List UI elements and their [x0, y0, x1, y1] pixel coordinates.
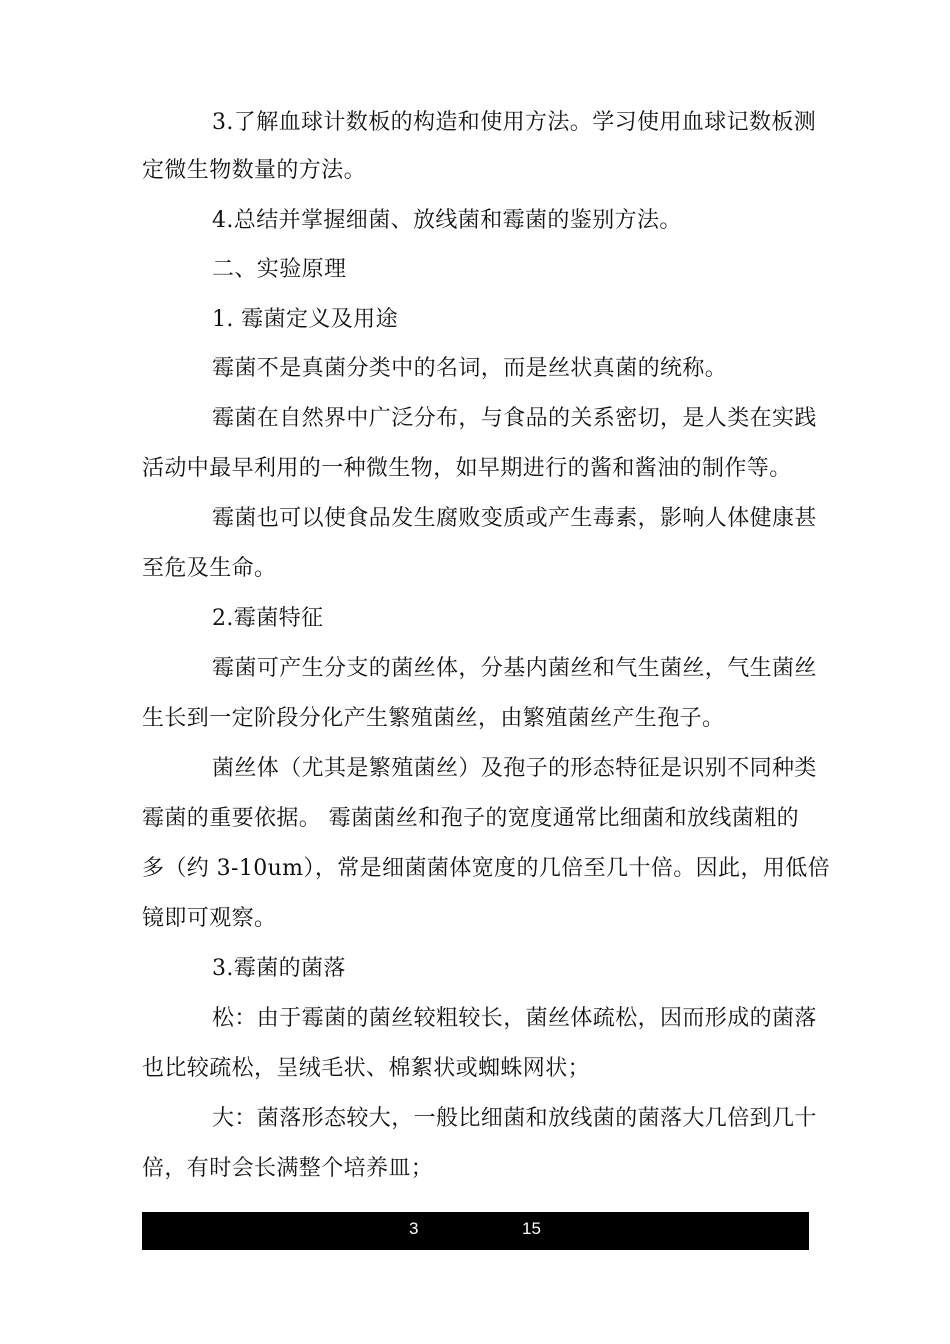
page-number: 3: [409, 1219, 419, 1238]
subsection-heading: 2.霉菌特征: [212, 606, 324, 631]
text-line: 倍，有时会长满整个培养皿；: [142, 1156, 434, 1181]
total-pages: 15: [522, 1219, 541, 1238]
text-line: 大：菌落形态较大，一般比细菌和放线菌的菌落大几倍到几十: [212, 1106, 817, 1131]
text-line: 定微生物数量的方法。: [142, 158, 367, 183]
text-line: 至危及生命。: [142, 556, 277, 581]
text-line: 3.了解血球计数板的构造和使用方法。学习使用血球记数板测: [212, 110, 817, 135]
text-line: 也比较疏松，呈绒毛状、棉絮状或蜘蛛网状；: [142, 1056, 591, 1081]
text-line: 霉菌的重要依据。 霉菌菌丝和孢子的宽度通常比细菌和放线菌粗的: [142, 806, 799, 831]
text-line: 霉菌在自然界中广泛分布，与食品的关系密切，是人类在实践: [212, 406, 817, 431]
text-line: 多（约 3-10um），常是细菌菌体宽度的几倍至几十倍。因此，用低倍: [142, 856, 831, 881]
subsection-heading: 3.霉菌的菌落: [212, 956, 346, 981]
text-line: 松：由于霉菌的菌丝较粗较长，菌丝体疏松，因而形成的菌落: [212, 1006, 817, 1031]
text-line: 镜即可观察。: [142, 906, 277, 931]
subsection-heading: 1. 霉菌定义及用途: [212, 307, 398, 332]
text-line: 霉菌不是真菌分类中的名词，而是丝状真菌的统称。: [212, 356, 728, 381]
text-line: 生长到一定阶段分化产生繁殖菌丝，由繁殖菌丝产生孢子。: [142, 706, 725, 731]
section-heading: 二、实验原理: [212, 257, 347, 282]
text-line: 霉菌可产生分支的菌丝体，分基内菌丝和气生菌丝，气生菌丝: [212, 656, 817, 681]
text-line: 4.总结并掌握细菌、放线菌和霉菌的鉴别方法。: [212, 208, 682, 233]
page-footer: [142, 1212, 809, 1250]
text-line: 菌丝体（尤其是繁殖菌丝）及孢子的形态特征是识别不同种类: [212, 756, 817, 781]
text-line: 霉菌也可以使食品发生腐败变质或产生毒素，影响人体健康甚: [212, 506, 817, 531]
text-line: 活动中最早利用的一种微生物，如早期进行的酱和酱油的制作等。: [142, 456, 792, 481]
